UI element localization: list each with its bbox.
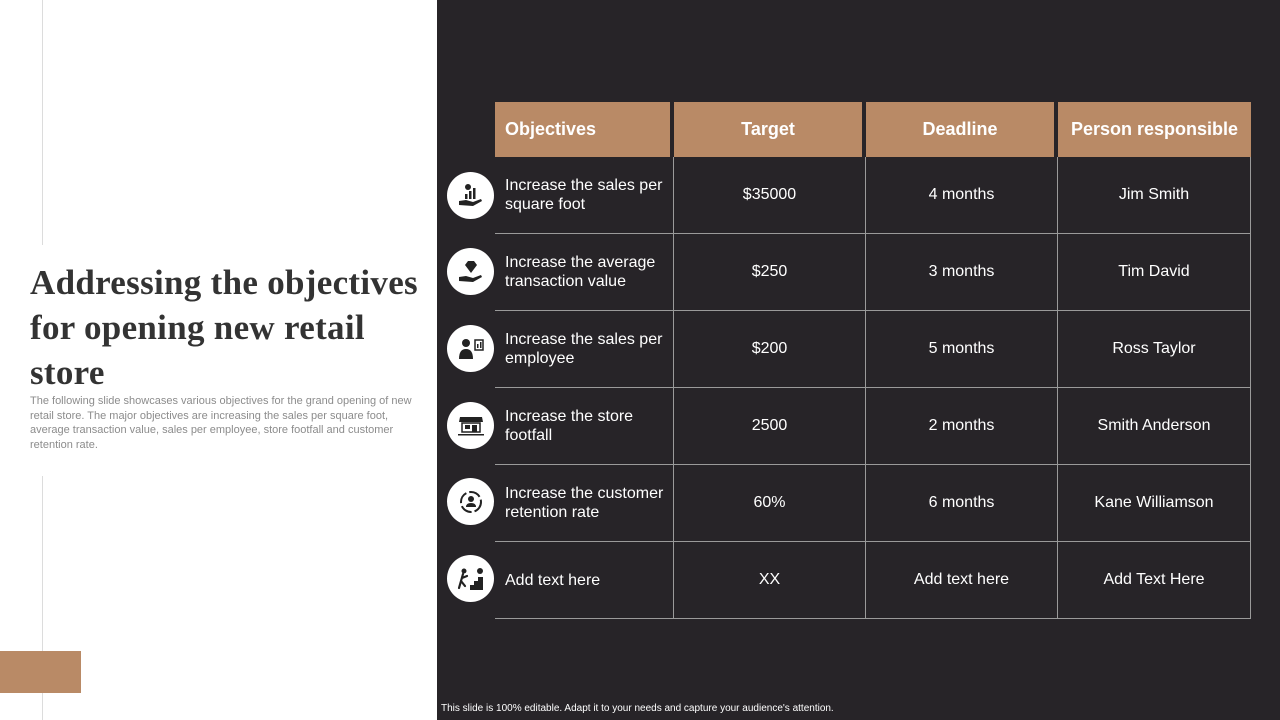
deadline-cell: 6 months bbox=[866, 465, 1058, 542]
customer-retention-icon bbox=[447, 478, 494, 525]
person-cell: Add Text Here bbox=[1058, 542, 1251, 619]
employee-presentation-icon bbox=[447, 325, 494, 372]
table-row bbox=[495, 465, 1251, 542]
target-cell: $250 bbox=[674, 234, 866, 311]
objectives-table bbox=[495, 102, 1251, 619]
table-row bbox=[495, 157, 1251, 234]
storefront-icon bbox=[447, 402, 494, 449]
objective-cell: Increase the sales per employee bbox=[495, 311, 674, 388]
left-panel bbox=[0, 0, 437, 720]
table-row bbox=[495, 234, 1251, 311]
person-cell: Jim Smith bbox=[1058, 157, 1251, 234]
person-cell: Ross Taylor bbox=[1058, 311, 1251, 388]
target-cell: $200 bbox=[674, 311, 866, 388]
deadline-cell: 3 months bbox=[866, 234, 1058, 311]
person-cell: Tim David bbox=[1058, 234, 1251, 311]
table-row bbox=[495, 542, 1251, 619]
accent-block bbox=[0, 651, 81, 693]
header-deadline: Deadline bbox=[866, 102, 1058, 157]
sales-growth-hand-icon bbox=[447, 172, 494, 219]
table-row bbox=[495, 388, 1251, 465]
target-cell: 60% bbox=[674, 465, 866, 542]
header-objectives: Objectives bbox=[495, 102, 674, 157]
objective-cell: Increase the customer retention rate bbox=[495, 465, 674, 542]
slide-title: Addressing the objectives for opening new retail store bbox=[30, 263, 418, 392]
table-row bbox=[495, 311, 1251, 388]
header-target: Target bbox=[674, 102, 866, 157]
vertical-divider-top bbox=[42, 0, 43, 245]
slide-description: The following slide showcases various objectives for the grand opening of new retail store. The major objectives are increasing the sales per square foot, average transaction value, sales per employee, store footfall and customer retention rate. bbox=[30, 395, 412, 451]
target-cell: XX bbox=[674, 542, 866, 619]
target-cell: $35000 bbox=[674, 157, 866, 234]
deadline-cell: 2 months bbox=[866, 388, 1058, 465]
diamond-hand-icon bbox=[447, 248, 494, 295]
person-cell: Smith Anderson bbox=[1058, 388, 1251, 465]
header-person-responsible: Person responsible bbox=[1058, 102, 1251, 157]
deadline-cell: 5 months bbox=[866, 311, 1058, 388]
footer-note: This slide is 100% editable. Adapt it to your needs and capture your audience's attention. bbox=[441, 703, 834, 714]
deadline-cell: 4 months bbox=[866, 157, 1058, 234]
objective-cell: Increase the average transaction value bbox=[495, 234, 674, 311]
person-cell: Kane Williamson bbox=[1058, 465, 1251, 542]
climbing-stairs-icon bbox=[447, 555, 494, 602]
target-cell: 2500 bbox=[674, 388, 866, 465]
deadline-cell: Add text here bbox=[866, 542, 1058, 619]
table-header-row bbox=[495, 102, 1251, 157]
objective-cell: Increase the store footfall bbox=[495, 388, 674, 465]
objective-cell: Add text here bbox=[495, 542, 674, 619]
objective-cell: Increase the sales per square foot bbox=[495, 157, 674, 234]
